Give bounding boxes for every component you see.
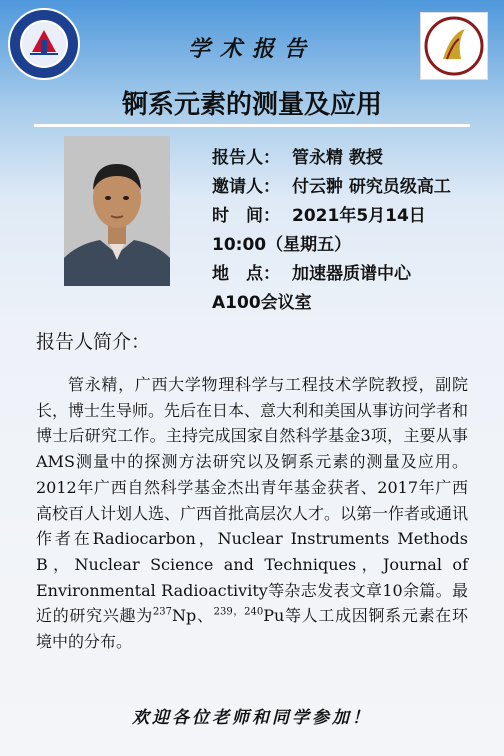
- inviter-value: 付云翀 研究员级高工: [292, 177, 451, 197]
- place-value: 加速器质谱中心: [292, 264, 411, 284]
- time-hour: 10:00（星期五）: [212, 235, 352, 255]
- welcome-footer: 欢迎各位老师和同学参加！: [132, 708, 372, 728]
- header-title: 学术报告: [187, 36, 316, 62]
- bio-part-2: Np、: [172, 606, 214, 626]
- time-row: [212, 202, 502, 231]
- speaker-value: 管永精 教授: [292, 148, 383, 168]
- place-row: [212, 260, 502, 289]
- inviter-label: 邀请人：: [212, 177, 280, 197]
- time-label: 时 间：: [212, 206, 280, 226]
- speaker-row: [212, 144, 502, 173]
- inviter-row: [212, 173, 502, 202]
- time-date: 2021年5月14日: [292, 206, 426, 226]
- bio-part-3: Pu等人工成因锕系元素在环境中的分布。: [36, 606, 468, 652]
- place-room: A100会议室: [212, 293, 312, 313]
- bio-heading: 报告人简介：: [36, 331, 151, 353]
- bio-text: [36, 372, 468, 655]
- place-label: 地 点：: [212, 264, 280, 284]
- talk-info: [212, 144, 502, 318]
- bio-paragraph: [36, 372, 468, 655]
- title-divider: [34, 124, 470, 127]
- talk-title: 锕系元素的测量及应用: [121, 90, 382, 120]
- bio-part-1: 管永精，广西大学物理科学与工程技术学院教授，副院长，博士生导师。先后在日本、意大利和美国从事访问学者和博士后研究工作。主持完成国家自然科学基金3项，主要从事AMS测量中的探测方法研究以及锕系元素的测量及应用。2012年广西自然科学基金杰出青年基金获者、2017年广西高校百人计划人选、广西首批高层次人才。以第一作者或通讯作者在Radiocarbon，Nuclear Instruments Methods B，Nuclear Science and Techniques，Journal of Environmental Radioactivity等杂志发表文章10余篇。最近的研究兴趣为: [36, 375, 469, 626]
- np-isotope-superscript: 237: [152, 607, 172, 618]
- pu-isotope-superscript: 239，240: [213, 607, 264, 618]
- speaker-photo: [64, 136, 170, 286]
- speaker-label: 报告人：: [212, 148, 280, 168]
